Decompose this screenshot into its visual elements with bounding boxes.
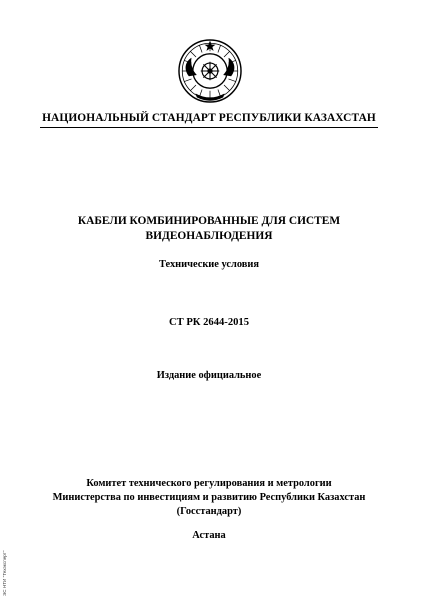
document-subtitle: Технические условия <box>159 259 259 270</box>
header-divider <box>40 127 378 128</box>
standard-code: СТ РК 2644-2015 <box>168 317 250 328</box>
document-title <box>40 214 378 244</box>
document-title-line-1: КАБЕЛИ КОМБИНИРОВАННЫЕ ДЛЯ СИСТЕМ <box>77 215 341 227</box>
edition-label: Издание официальное <box>156 370 262 381</box>
publisher-line-3: (Госстандарт) <box>176 506 242 517</box>
document-title-line-2: ВИДЕОНАБЛЮДЕНИЯ <box>145 230 273 242</box>
publisher-line-1: Комитет технического регулирования и метрологии <box>86 478 332 489</box>
publication-city: Астана <box>192 530 226 541</box>
kazakhstan-state-emblem-icon <box>177 38 243 104</box>
publisher-block <box>40 477 378 519</box>
watermark-text: ЭС НТИ "Техэксперт" <box>2 550 7 596</box>
national-standard-header: НАЦИОНАЛЬНЫЙ СТАНДАРТ РЕСПУБЛИКИ КАЗАХСТАН <box>42 112 376 124</box>
publisher-line-2: Министерства по инвестициям и развитию Республики Казахстан <box>52 492 366 503</box>
